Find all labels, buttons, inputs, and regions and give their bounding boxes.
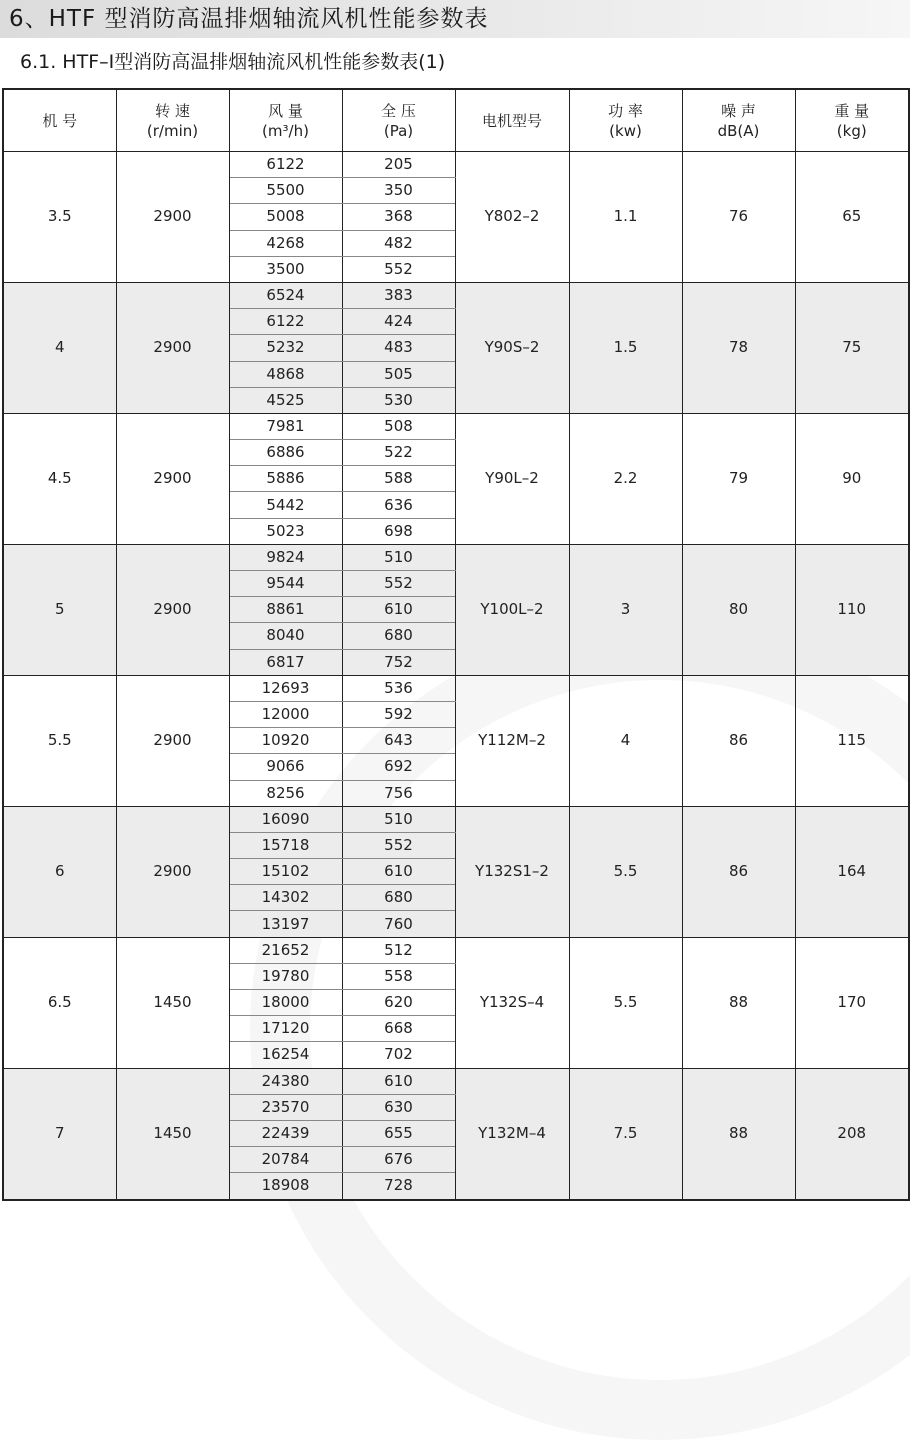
weight-cell: 208 [795, 1068, 909, 1199]
power-cell: 5.5 [569, 937, 682, 1068]
pressure-cell: 505 [342, 361, 455, 387]
pressure-cell: 592 [342, 701, 455, 727]
airflow-cell: 23570 [229, 1094, 342, 1120]
airflow-cell: 4268 [229, 230, 342, 256]
pressure-cell: 482 [342, 230, 455, 256]
pressure-cell: 536 [342, 675, 455, 701]
pressure-cell: 350 [342, 178, 455, 204]
performance-table [2, 88, 908, 1201]
weight-cell: 90 [795, 413, 909, 544]
airflow-cell: 21652 [229, 937, 342, 963]
pressure-cell: 636 [342, 492, 455, 518]
pressure-cell: 552 [342, 256, 455, 282]
airflow-cell: 5500 [229, 178, 342, 204]
table-row [3, 544, 909, 570]
pressure-cell: 510 [342, 806, 455, 832]
power-cell: 1.5 [569, 282, 682, 413]
pressure-cell: 728 [342, 1173, 455, 1200]
motor-cell: Y90L–2 [455, 413, 569, 544]
table-row [3, 282, 909, 308]
pressure-cell: 610 [342, 1068, 455, 1094]
noise-cell: 88 [682, 937, 795, 1068]
motor-cell: Y100L–2 [455, 544, 569, 675]
airflow-cell: 22439 [229, 1120, 342, 1146]
airflow-cell: 6886 [229, 440, 342, 466]
model-cell: 5 [3, 544, 116, 675]
airflow-cell: 24380 [229, 1068, 342, 1094]
airflow-cell: 5232 [229, 335, 342, 361]
pressure-cell: 620 [342, 990, 455, 1016]
pressure-cell: 655 [342, 1120, 455, 1146]
pressure-cell: 552 [342, 571, 455, 597]
pressure-cell: 205 [342, 152, 455, 178]
airflow-cell: 14302 [229, 885, 342, 911]
pressure-cell: 610 [342, 597, 455, 623]
pressure-cell: 383 [342, 282, 455, 308]
pressure-cell: 522 [342, 440, 455, 466]
power-cell: 5.5 [569, 806, 682, 937]
speed-cell: 1450 [116, 937, 229, 1068]
pressure-cell: 668 [342, 1016, 455, 1042]
airflow-cell: 9544 [229, 571, 342, 597]
speed-cell: 2900 [116, 806, 229, 937]
pressure-cell: 530 [342, 387, 455, 413]
speed-cell: 1450 [116, 1068, 229, 1199]
model-cell: 6.5 [3, 937, 116, 1068]
pressure-cell: 510 [342, 544, 455, 570]
pressure-cell: 558 [342, 963, 455, 989]
model-cell: 6 [3, 806, 116, 937]
model-cell: 3.5 [3, 152, 116, 283]
airflow-cell: 6122 [229, 309, 342, 335]
speed-cell: 2900 [116, 282, 229, 413]
airflow-cell: 5886 [229, 466, 342, 492]
power-cell: 2.2 [569, 413, 682, 544]
pressure-cell: 692 [342, 754, 455, 780]
pressure-cell: 368 [342, 204, 455, 230]
noise-cell: 76 [682, 152, 795, 283]
airflow-cell: 12000 [229, 701, 342, 727]
weight-cell: 75 [795, 282, 909, 413]
airflow-cell: 17120 [229, 1016, 342, 1042]
airflow-cell: 16090 [229, 806, 342, 832]
airflow-cell: 8256 [229, 780, 342, 806]
motor-cell: Y802–2 [455, 152, 569, 283]
airflow-cell: 5008 [229, 204, 342, 230]
pressure-cell: 424 [342, 309, 455, 335]
speed-cell: 2900 [116, 544, 229, 675]
noise-cell: 80 [682, 544, 795, 675]
model-cell: 5.5 [3, 675, 116, 806]
pressure-cell: 680 [342, 623, 455, 649]
motor-cell: Y132M–4 [455, 1068, 569, 1199]
airflow-cell: 6122 [229, 152, 342, 178]
table-title: 6.1. HTF–Ⅰ型消防高温排烟轴流风机性能参数表(1) [20, 51, 446, 73]
airflow-cell: 8861 [229, 597, 342, 623]
airflow-cell: 18908 [229, 1173, 342, 1200]
weight-cell: 170 [795, 937, 909, 1068]
noise-cell: 88 [682, 1068, 795, 1199]
airflow-cell: 12693 [229, 675, 342, 701]
model-cell: 4 [3, 282, 116, 413]
header-model: 机 号 [3, 89, 116, 152]
table-row [3, 806, 909, 832]
airflow-cell: 5442 [229, 492, 342, 518]
model-cell: 7 [3, 1068, 116, 1199]
airflow-cell: 4868 [229, 361, 342, 387]
airflow-cell: 16254 [229, 1042, 342, 1068]
pressure-cell: 702 [342, 1042, 455, 1068]
pressure-cell: 552 [342, 832, 455, 858]
page-title: 6、HTF 型消防高温排烟轴流风机性能参数表 [0, 0, 910, 38]
table-row [3, 413, 909, 439]
header-pressure: 全 压 (Pa) [342, 89, 455, 152]
table-row [3, 152, 909, 178]
pressure-cell: 630 [342, 1094, 455, 1120]
noise-cell: 86 [682, 806, 795, 937]
table-row [3, 675, 909, 701]
noise-cell: 78 [682, 282, 795, 413]
airflow-cell: 7981 [229, 413, 342, 439]
airflow-cell: 4525 [229, 387, 342, 413]
model-cell: 4.5 [3, 413, 116, 544]
motor-cell: Y132S1–2 [455, 806, 569, 937]
airflow-cell: 6524 [229, 282, 342, 308]
table-row [3, 1068, 909, 1094]
weight-cell: 65 [795, 152, 909, 283]
airflow-cell: 18000 [229, 990, 342, 1016]
airflow-cell: 8040 [229, 623, 342, 649]
pressure-cell: 698 [342, 518, 455, 544]
pressure-cell: 643 [342, 728, 455, 754]
header-airflow: 风 量 (m³/h) [229, 89, 342, 152]
table-row [3, 937, 909, 963]
header-speed: 转 速 (r/min) [116, 89, 229, 152]
airflow-cell: 3500 [229, 256, 342, 282]
weight-cell: 110 [795, 544, 909, 675]
motor-cell: Y112M–2 [455, 675, 569, 806]
airflow-cell: 15102 [229, 859, 342, 885]
airflow-cell: 13197 [229, 911, 342, 937]
header-motor: 电机型号 [455, 89, 569, 152]
weight-cell: 164 [795, 806, 909, 937]
airflow-cell: 6817 [229, 649, 342, 675]
pressure-cell: 676 [342, 1147, 455, 1173]
pressure-cell: 756 [342, 780, 455, 806]
airflow-cell: 10920 [229, 728, 342, 754]
header-weight: 重 量 (kg) [795, 89, 909, 152]
pressure-cell: 508 [342, 413, 455, 439]
pressure-cell: 483 [342, 335, 455, 361]
power-cell: 3 [569, 544, 682, 675]
pressure-cell: 512 [342, 937, 455, 963]
speed-cell: 2900 [116, 675, 229, 806]
pressure-cell: 760 [342, 911, 455, 937]
speed-cell: 2900 [116, 152, 229, 283]
airflow-cell: 9066 [229, 754, 342, 780]
pressure-cell: 588 [342, 466, 455, 492]
pressure-cell: 680 [342, 885, 455, 911]
motor-cell: Y90S–2 [455, 282, 569, 413]
pressure-cell: 752 [342, 649, 455, 675]
pressure-cell: 610 [342, 859, 455, 885]
header-power: 功 率 (kw) [569, 89, 682, 152]
table-header-row [3, 89, 909, 152]
power-cell: 7.5 [569, 1068, 682, 1199]
airflow-cell: 19780 [229, 963, 342, 989]
noise-cell: 86 [682, 675, 795, 806]
motor-cell: Y132S–4 [455, 937, 569, 1068]
airflow-cell: 9824 [229, 544, 342, 570]
airflow-cell: 20784 [229, 1147, 342, 1173]
noise-cell: 79 [682, 413, 795, 544]
airflow-cell: 5023 [229, 518, 342, 544]
power-cell: 4 [569, 675, 682, 806]
header-noise: 噪 声 dB(A) [682, 89, 795, 152]
power-cell: 1.1 [569, 152, 682, 283]
weight-cell: 115 [795, 675, 909, 806]
airflow-cell: 15718 [229, 832, 342, 858]
speed-cell: 2900 [116, 413, 229, 544]
